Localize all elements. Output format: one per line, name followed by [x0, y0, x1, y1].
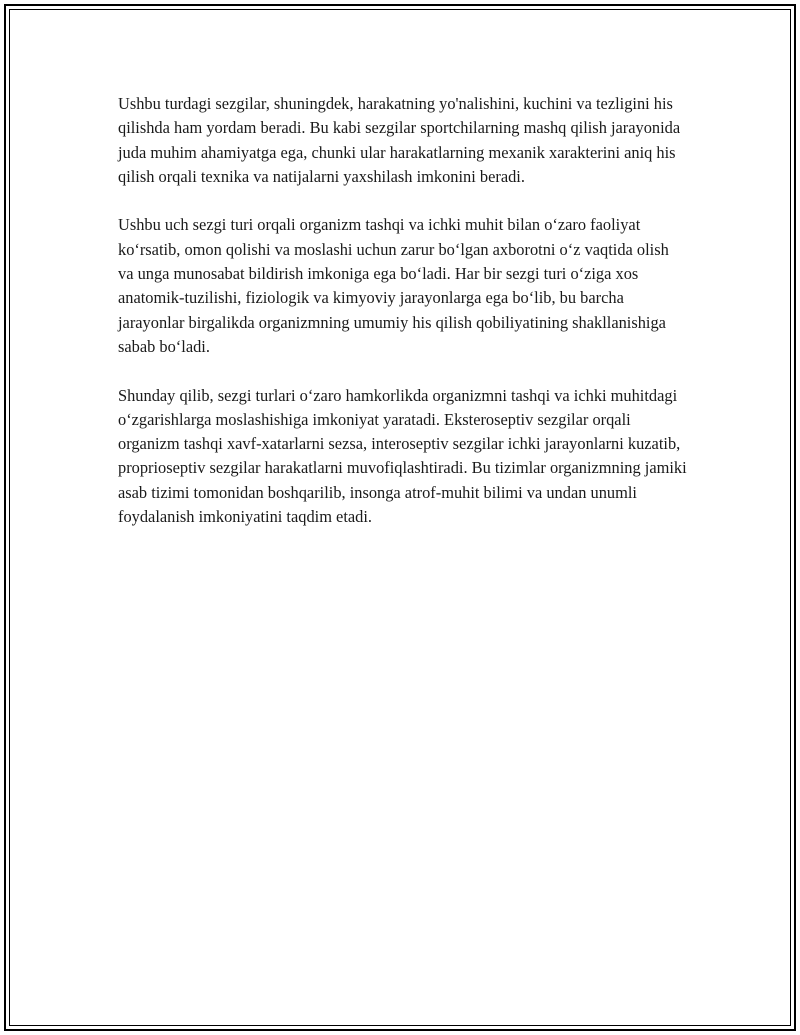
document-body: [118, 92, 688, 554]
paragraph-3: Shunday qilib, sezgi turlari o‘zaro hamkorlikda organizmni tashqi va ichki muhitdagi o‘zgarishlarga moslashishiga imkoniyat yaratadi. Eksteroseptiv sezgilar orqali organizm tashqi xavf-xatarlarni sezsa, interoseptiv sezgilar ichki jarayonlarni kuzatib, proprioseptiv sezgilar harakatlarni muvofiqlashtiradi. Bu tizimlar organizmning jamiki asab tizimi tomonidan boshqarilib, insonga atrof-muhit bilimi va undan unumli foydalanish imkoniyatini taqdim etadi.: [118, 385, 687, 527]
paragraph-1: Ushbu turdagi sezgilar, shuningdek, harakatning yo'nalishini, kuchini va tezligini his qilishda ham yordam beradi. Bu kabi sezgilar sportchilarning mashq qilish jarayonida juda muhim ahamiyatga ega, chunki ular harakatlarning mexanik xarakterini aniq his qilish orqali texnika va natijalarni yaxshilash imkonini beradi.: [118, 94, 681, 186]
paragraph-2: Ushbu uch sezgi turi orqali organizm tashqi va ichki muhit bilan o‘zaro faoliyat ko‘rsatib, omon qolishi va moslashi uchun zarur bo‘lgan axborotni o‘z vaqtida olish va unga munosabat bildirish imkoniga ega bo‘ladi. Har bir sezgi turi o‘ziga xos anatomik-tuzilishi, fiziologik va kimyoviy jarayonlarga ega bo‘lib, bu barcha jarayonlar birgalikda organizmning umumiy his qilish qobiliyatining shakllanishiga sabab bo‘ladi.: [118, 215, 669, 356]
